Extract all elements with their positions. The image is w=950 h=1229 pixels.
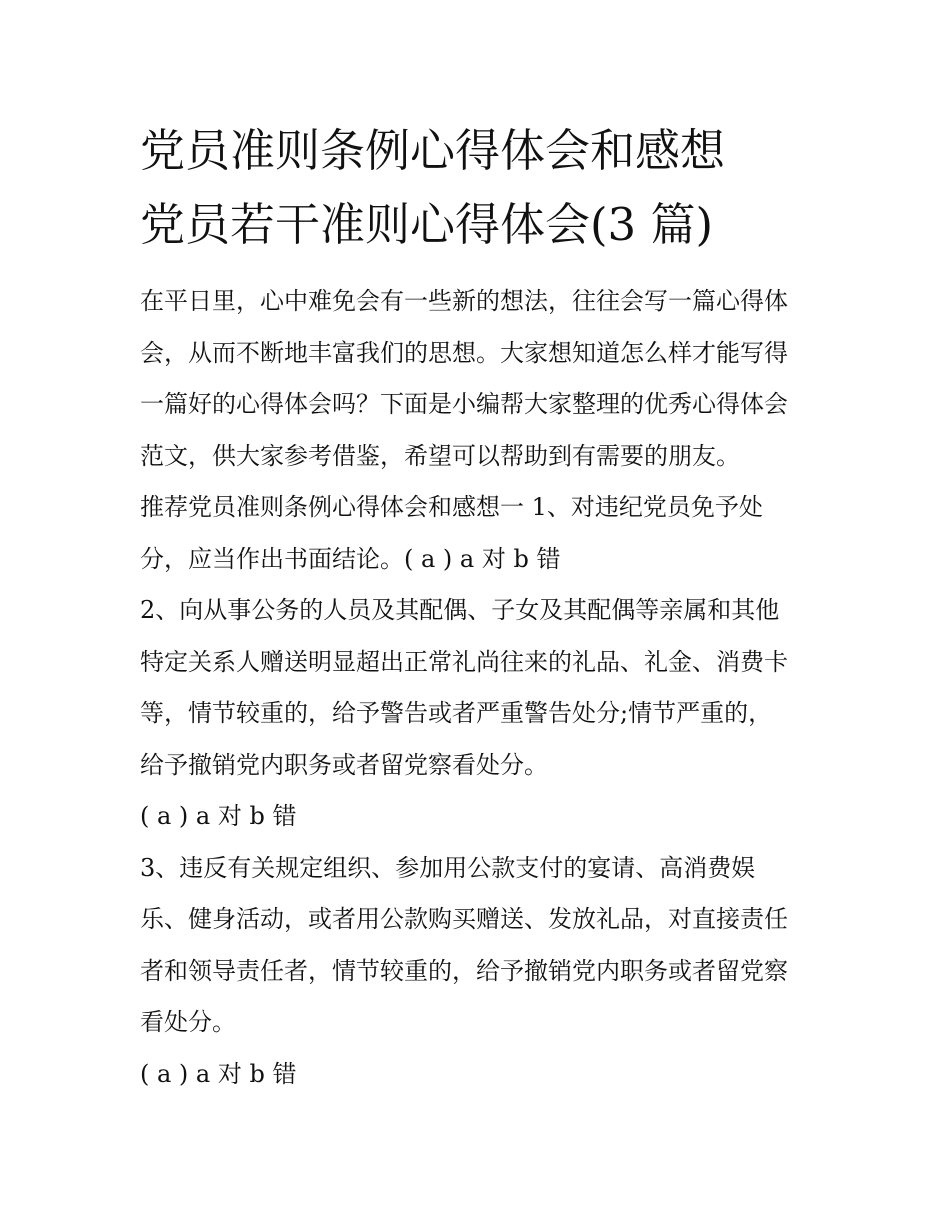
body-line: ( a ) a 对 b 错: [140, 1059, 297, 1088]
body-line: 一篇好的心得体会吗？下面是小编帮大家整理的优秀心得体会: [140, 390, 788, 418]
document-body: [140, 276, 820, 1100]
document-title: [140, 114, 840, 262]
body-line: 3、违反有关规定组织、参加用公款支付的宴请、高消费娱: [140, 853, 756, 882]
body-line: 特定关系人赠送明显超出正常礼尚往来的礼品、礼金、消费卡: [140, 647, 788, 676]
body-line: 者和领导责任者，情节较重的，给予撤销党内职务或者留党察: [140, 956, 788, 985]
body-line: 乐、健身活动，或者用公款购买赠送、发放礼品，对直接责任: [140, 905, 788, 933]
body-line: 2、向从事公务的人员及其配偶、子女及其配偶等亲属和其他: [140, 596, 780, 624]
body-line: 推荐党员准则条例心得体会和感想一 1、对违纪党员免予处: [140, 493, 763, 521]
body-line: 分，应当作出书面结论。( a ) a 对 b 错: [140, 544, 561, 573]
body-line: 看处分。: [140, 1008, 236, 1036]
title-line-1: 党员准则条例心得体会和感想: [140, 124, 726, 177]
title-line-2: 党员若干准则心得体会(3 篇): [140, 198, 714, 251]
body-line: 范文，供大家参考借鉴，希望可以帮助到有需要的朋友。: [140, 441, 740, 470]
body-line: 给予撤销党内职务或者留党察看处分。: [140, 750, 548, 779]
body-line: 等，情节较重的，给予警告或者严重警告处分;情节严重的，: [140, 699, 773, 727]
body-line: 在平日里，心中难免会有一些新的想法，往往会写一篇心得体: [140, 287, 788, 315]
body-line: 会，从而不断地丰富我们的思想。大家想知道怎么样才能写得: [140, 338, 788, 367]
body-line: ( a ) a 对 b 错: [140, 802, 297, 830]
